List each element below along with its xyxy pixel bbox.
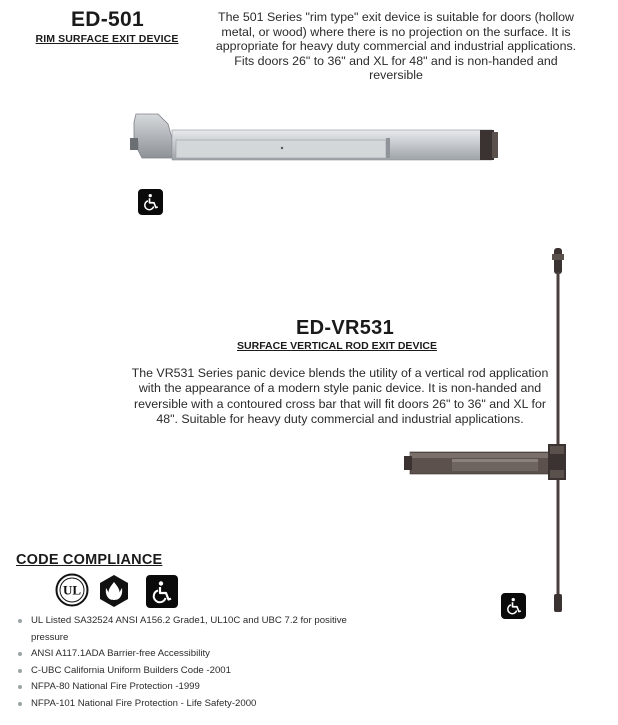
vertical-rod-exit-device-image <box>404 246 580 616</box>
product-501-description: The 501 Series "rim type" exit device is suitable for doors (hollow metal, or wood) where there is no projection on the surface. It is appropriate for heavy duty commercial and industrial applications. Fits doors 26" to 36" and XL for 48" and is non-handed and reversible <box>215 10 577 83</box>
product-vr531-description: The VR531 Series panic device blends the utility of a vertical rod application with the appearance of a modern style panic device. It is non-handed and reversible with a contoured cross bar that will fit doors 26" to 36" and XL for 48". Suitable for heavy duty commercial and industrial applications. <box>131 366 549 427</box>
compliance-list <box>16 613 376 712</box>
product-501-model: ED-501 <box>70 8 144 31</box>
fire-rated-icon <box>97 574 131 608</box>
rim-exit-device-image <box>128 108 500 166</box>
wheelchair-accessible-icon <box>138 189 163 215</box>
product-501-subtitle: RIM SURFACE EXIT DEVICE <box>35 33 179 45</box>
product-vr531-model: ED-VR531 <box>296 317 394 339</box>
compliance-item: NFPA-80 National Fire Protection -1999 <box>16 679 376 696</box>
code-compliance-title: CODE COMPLIANCE <box>16 552 163 568</box>
ul-mark-text: UL <box>62 582 82 598</box>
compliance-item: NFPA-101 National Fire Protection - Life Safety-2000 <box>16 696 376 713</box>
wheelchair-accessible-icon <box>501 593 526 619</box>
product-vr531-subtitle: SURFACE VERTICAL ROD EXIT DEVICE <box>237 340 437 352</box>
wheelchair-accessible-icon <box>146 575 178 608</box>
compliance-item: C-UBC California Uniform Builders Code -2001 <box>16 663 376 680</box>
compliance-item: ANSI A117.1ADA Barrier-free Accessibility <box>16 646 376 663</box>
compliance-item: UL Listed SA32524 ANSI A156.2 Grade1, UL10C and UBC 7.2 for positive pressure <box>16 613 376 646</box>
ul-listed-icon <box>55 573 89 607</box>
